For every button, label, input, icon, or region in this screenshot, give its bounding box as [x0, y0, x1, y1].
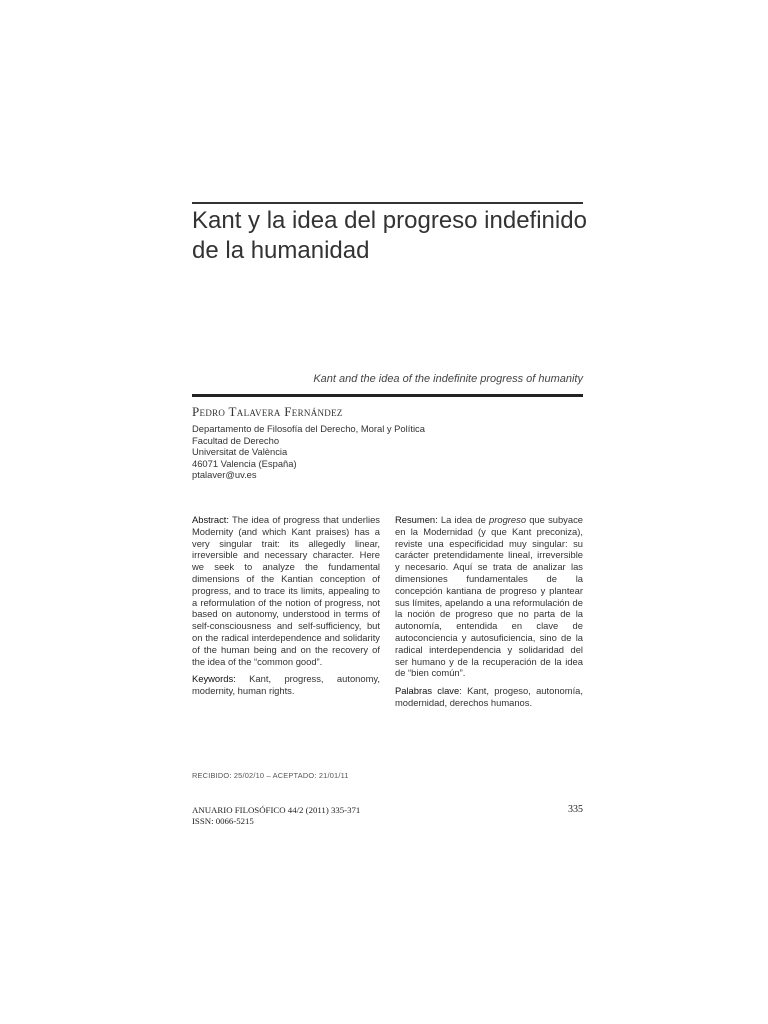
- abstract-label: Abstract:: [192, 514, 229, 525]
- author-name: Pedro Talavera Fernández: [192, 404, 343, 419]
- title-top-rule: [192, 202, 583, 204]
- resumen-text-italic: progreso: [489, 514, 527, 525]
- keywords-label: Keywords:: [192, 673, 236, 685]
- received-accepted-dates: RECIBIDO: 25/02/10 – ACEPTADO: 21/01/11: [192, 771, 349, 780]
- page-number: 335: [568, 804, 583, 815]
- keywords-spanish: [395, 685, 583, 709]
- keywords-text: Kant, progress, autonomy, modernity, human rights.: [192, 673, 380, 697]
- resumen-label: Resumen:: [395, 514, 438, 525]
- journal-issn: ISSN: 0066-5215: [192, 816, 254, 826]
- abstract-english: [192, 514, 380, 667]
- author-affiliation: [192, 423, 425, 481]
- author-email: ptalaver@uv.es: [192, 469, 257, 480]
- palabras-clave-text: : Kant, progeso, autonomía, modernidad, derechos humanos.: [395, 685, 584, 708]
- title-line-1: Kant y la idea del progreso indefinido: [192, 207, 587, 234]
- affiliation-department: Departamento de Filosofía del Derecho, Moral y Política: [192, 423, 425, 434]
- keywords-english: [192, 673, 380, 697]
- affiliation-faculty: Facultad de Derecho: [192, 434, 280, 446]
- author-rule: [192, 394, 583, 397]
- english-title: Kant and the idea of the indefinite progress of humanity: [313, 373, 583, 385]
- palabras-clave-label: Palabras clave: [395, 685, 460, 697]
- abstract-english-column: [192, 514, 380, 703]
- journal-citation: ANUARIO FILOSÓFICO 44/2 (2011) 335-371: [192, 805, 361, 815]
- journal-footer: [192, 805, 360, 827]
- affiliation-university: Universitat de València: [192, 446, 288, 457]
- abstract-spanish: [395, 514, 583, 679]
- title-line-2: de la humanidad: [192, 237, 370, 264]
- abstract-text: The idea of progress that underlies Modernity (and which Kant praises) has a very singular trait: its allegedly linear, irreversible and necessary character. Here we seek to analyze the fundamental dimensions of the Kantian conception of progress, and to trace its limits, appealing to a reformulation of the notion of progress, not based on autonomy, understood in terms of self-consciousness and self-sufficiency, but on the radical interdependence and solidarity of the human being and on the recovery of the idea of the “common good”.: [192, 514, 380, 667]
- resumen-text-after: que subyace en la Modernidad (y que Kant preconiza), reviste una especificidad muy singular: su carácter pretendidamente lineal, irreversible y necesario. Aquí se trata de analizar las dimensiones fundamentales de la concepción kantiana de progreso y plantear sus límites, apelando a una reformulación de la noción de progreso que no parta de la autonomía, entendida en clave de autoconciencia y autosuficiencia, sino de la radical interdependencia y solidaridad del ser humano y de la recuperación de la idea de “bien común”.: [395, 514, 583, 679]
- affiliation-address: 46071 Valencia (España): [192, 457, 297, 469]
- article-title: [192, 206, 592, 266]
- resumen-text-before: La idea de: [437, 514, 490, 525]
- abstract-spanish-column: [395, 514, 583, 715]
